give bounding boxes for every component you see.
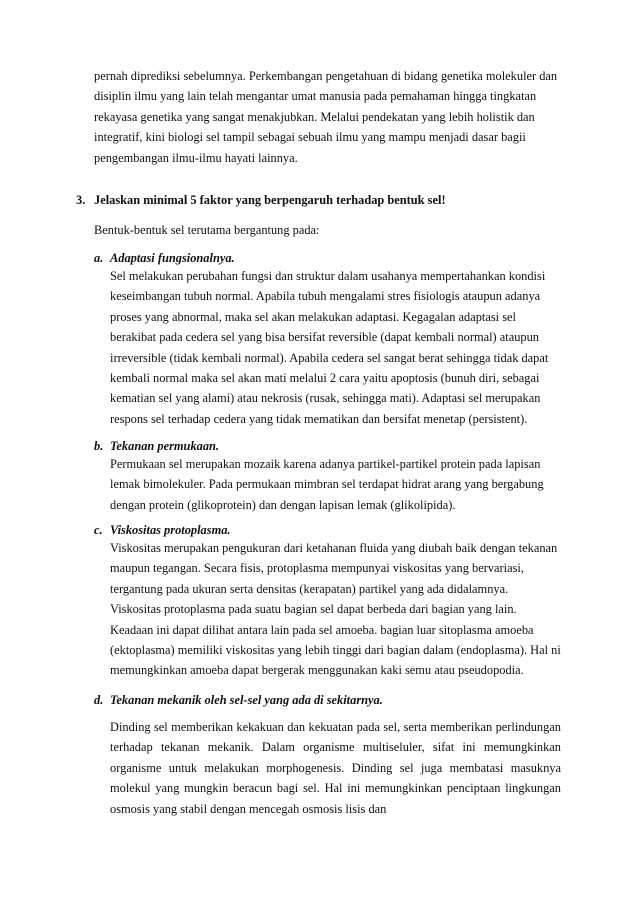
question-heading xyxy=(76,190,446,210)
factor-letter: d. xyxy=(94,693,104,707)
factor-heading-b xyxy=(94,436,219,456)
factor-letter: c. xyxy=(94,523,103,537)
factor-title: Tekanan mekanik oleh sel-sel yang ada di sekitarnya. xyxy=(110,693,383,707)
factor-heading-d xyxy=(94,690,383,710)
question-text: Jelaskan minimal 5 faktor yang berpengaruh terhadap bentuk sel! xyxy=(94,193,446,207)
factor-body-c: Viskositas merupakan pengukuran dari ketahanan fluida yang diubah baik dengan tekanan maupun tegangan. Secara fisis, protoplasma mempunyai viskositas yang bervariasi, tergantung pada ukuran serta densitas (kerapatan) partikel yang ada didalamnya. Viskositas protoplasma pada suatu bagian sel dapat berbeda dari bagian yang lain. Keadaan ini dapat dilihat antara lain pada sel amoeba. bagian luar sitoplasma amoeba (ektoplasma) memiliki viskositas yang lebih tinggi dari bagian dalam (endoplasma). Hal ni memungkinkan amoeba dapat bergerak menggunakan kaki semu atau pseudopodia. xyxy=(110,541,561,678)
factor-title: Viskositas protoplasma. xyxy=(110,523,231,537)
factor-letter: b. xyxy=(94,439,104,453)
factor-letter: a. xyxy=(94,251,104,265)
factor-title: Tekanan permukaan. xyxy=(110,439,220,453)
lead-sentence: Bentuk-bentuk sel terutama bergantung pada: xyxy=(94,223,320,237)
factor-heading-a xyxy=(94,248,235,268)
intro-paragraph: pernah diprediksi sebelumnya. Perkembangan pengetahuan di bidang genetika molekuler dan disiplin ilmu yang lain telah mengantar umat manusia pada pemahaman hingga tingkatan rekayasa genetika yang sangat menakjubkan. Melalui pendekatan yang lebih holistik dan integratif, kini biologi sel tampil sebagai sebuah ilmu yang mampu menjadi dasar bagii pengembangan ilmu-ilmu hayati lainnya. xyxy=(94,69,558,165)
factor-title: Adaptasi fungsionalnya. xyxy=(110,251,235,265)
question-number: 3. xyxy=(76,193,86,207)
factor-body-a: Sel melakukan perubahan fungsi dan struktur dalam usahanya mempertahankan kondisi keseimbangan tubuh normal. Apabila tubuh mengalami stres fisiologis ataupun adanya proses yang abnormal, maka sel akan melakukan adaptasi. Kegagalan adaptasi sel berakibat pada cedera sel yang bisa bersifat reversible (dapat kembali normal) ataupun irreversible (tidak kembali normal). Apabila cedera sel sangat berat sehingga tidak dapat kembali normal maka sel akan mati melalui 2 cara yaitu apoptosis (bunuh diri, sebagai kematian sel yang alami) atau nekrosis (rusak, sehingga mati). Adaptasi sel merupakan respons sel terhadap cedera yang tidak mematikan dan bersifat menetap (persistent). xyxy=(110,269,549,426)
factor-body-b: Permukaan sel merupakan mozaik karena adanya partikel-partikel protein pada lapisan lemak bimolekuler. Pada permukaan mimbran sel terdapat hidrat arang yang bergabung dengan protein (glikoprotein) dan dengan lapisan lemak (glikolipida). xyxy=(110,457,544,512)
factor-heading-c xyxy=(94,520,231,540)
factor-body-d: Dinding sel memberikan kekakuan dan kekuatan pada sel, serta memberikan perlindungan terhadap tekanan mekanik. Dalam organisme multiseluler, sifat ini memungkinkan organisme untuk melakukan morphogenesis. Dinding sel juga membatasi masuknya molekul yang mungkin beracun bagi sel. Hal ini memungkinkan penciptaan lingkungan osmosis yang stabil dengan mencegah osmosis lisis dan xyxy=(110,720,561,816)
